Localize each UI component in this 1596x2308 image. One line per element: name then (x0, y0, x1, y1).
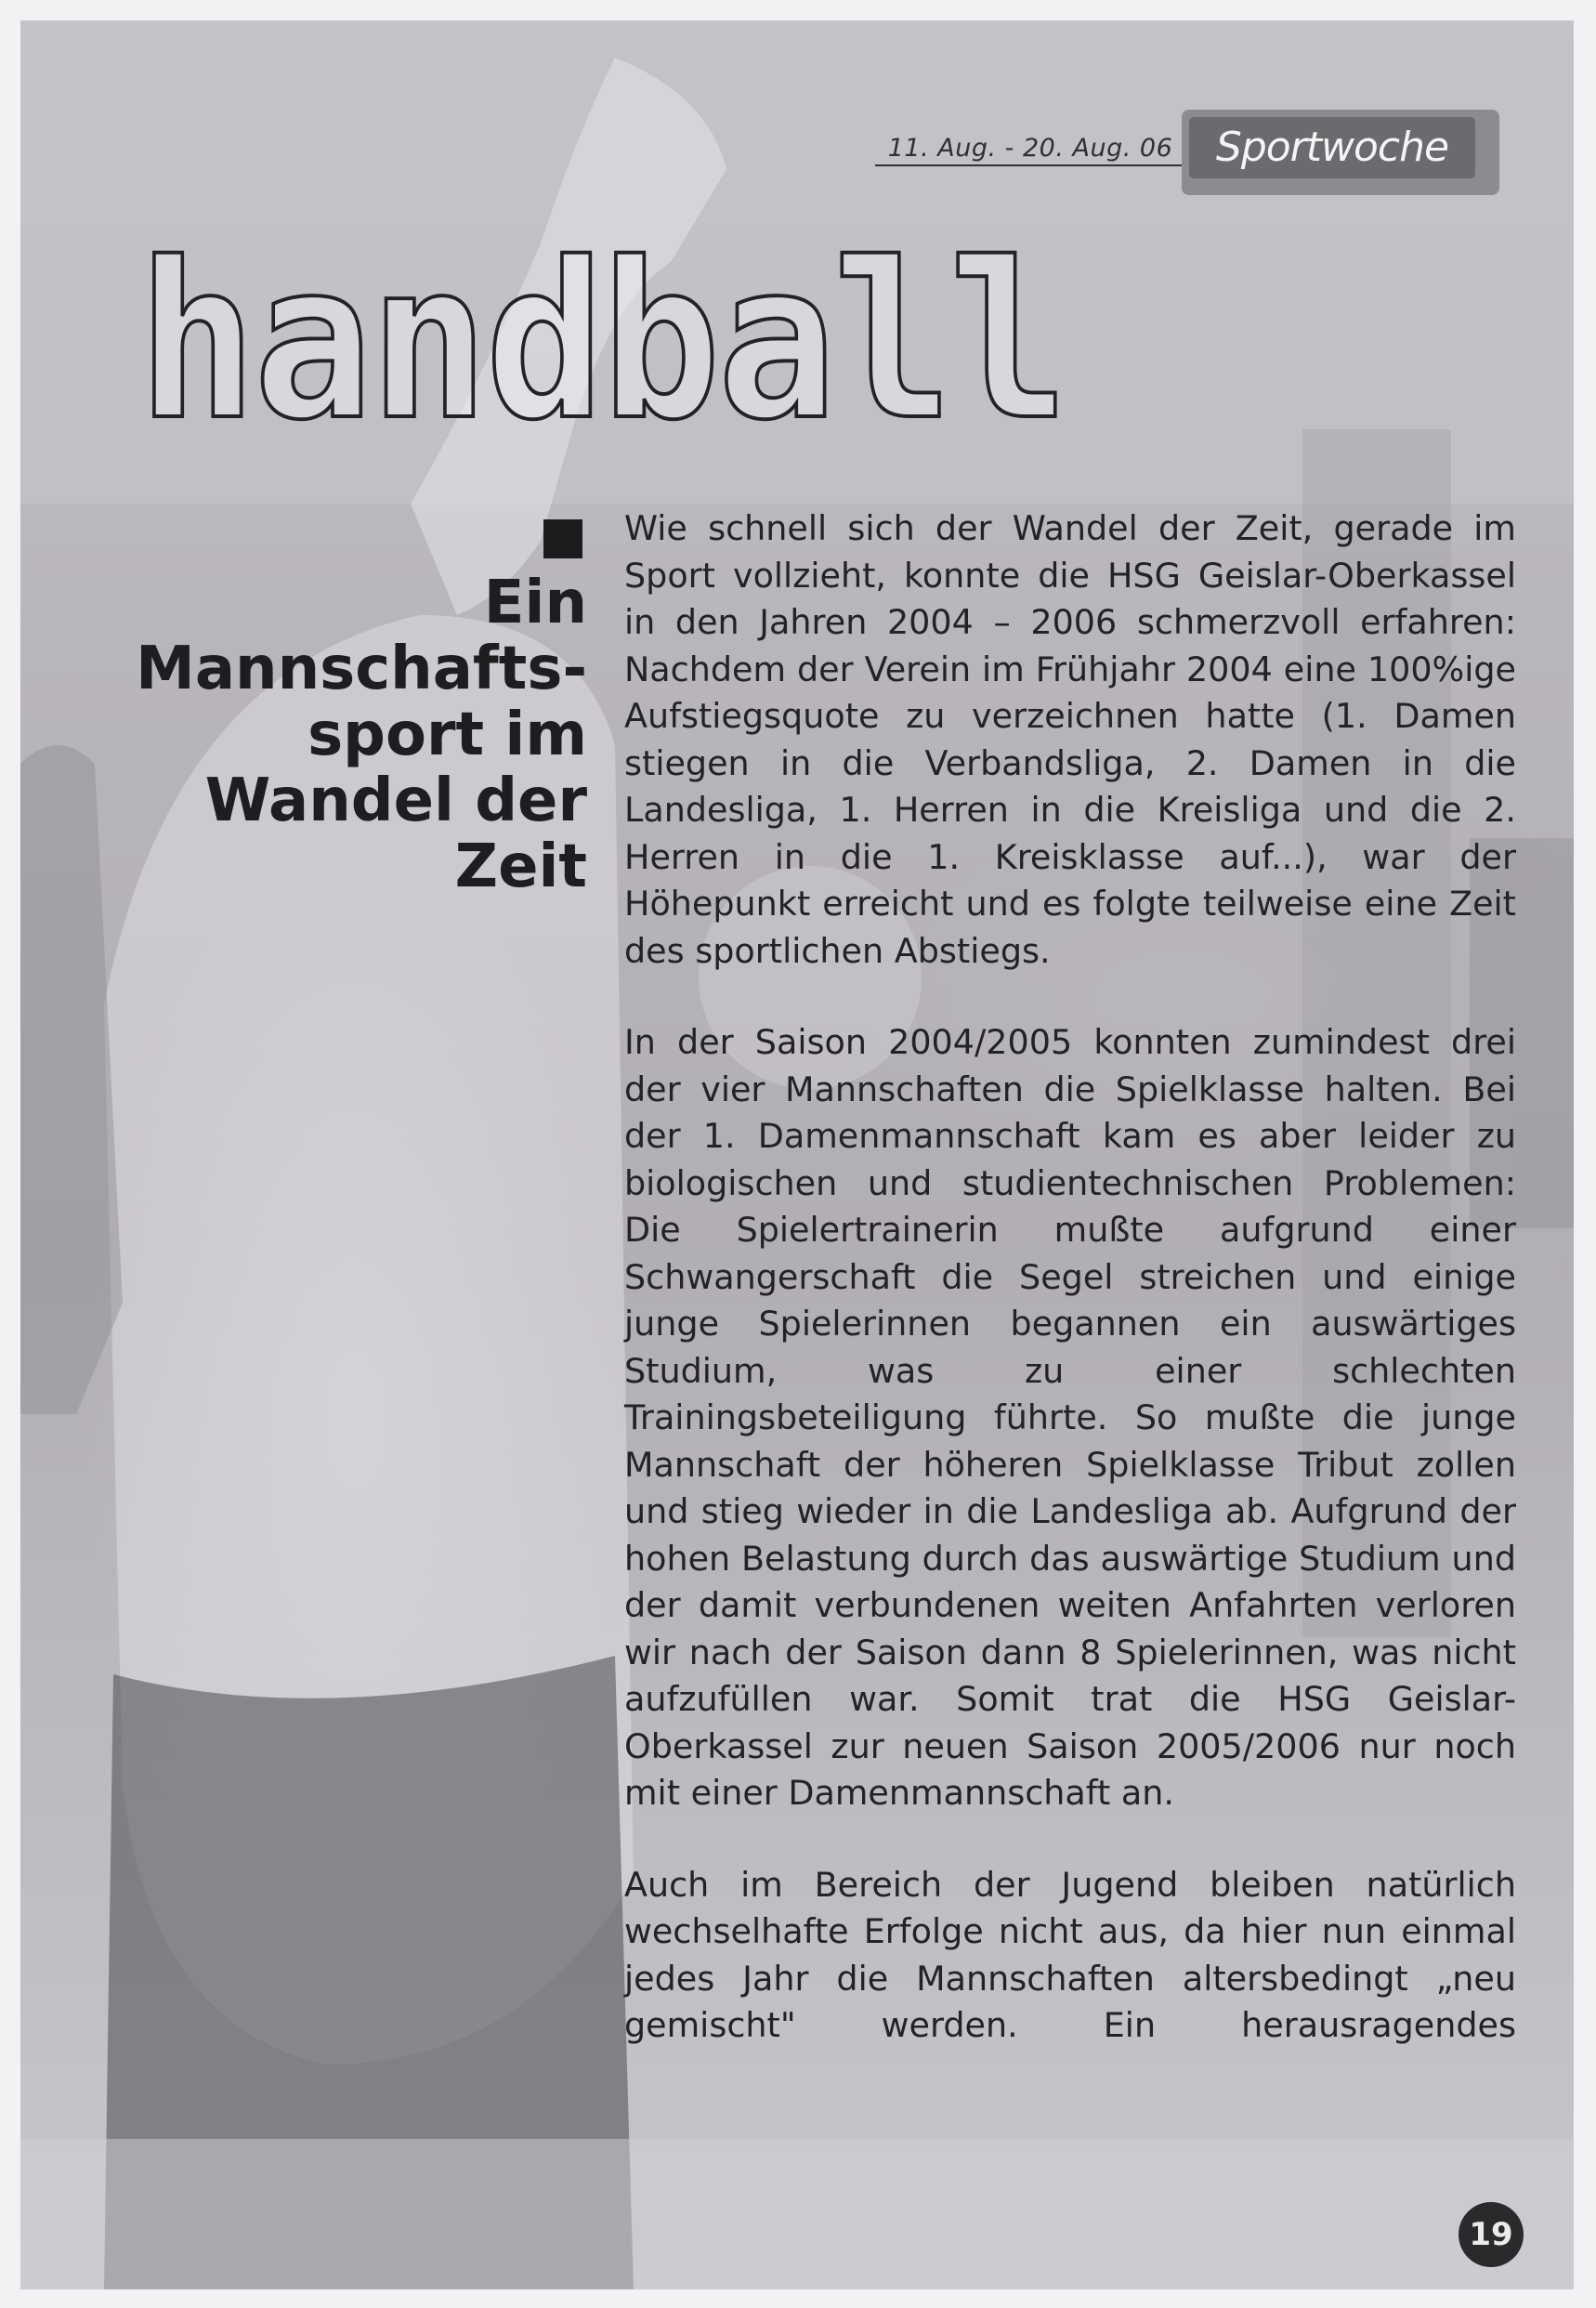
magazine-page (20, 20, 1574, 2289)
article-paragraph: Wie schnell sich der Wandel der Zeit, gerade im Sport vollzieht, konnte die HSG Geislar-Oberkassel in den Jahren 2004 – 2006 schmerzvoll erfahren: Nachdem der Verein im Frühjahr 2004 eine 100%ige Aufstiegsquote zu verzeichnen hatte (1. Damen stiegen in die Verbandsliga, 2. Damen in die Landesliga, 1. Herren in die Kreisliga und die 2. Herren in die 1. Kreisklasse auf...), war der Höhepunkt erreicht und es folgte teilweise eine Zeit des sportlichen Abstiegs. (624, 508, 1516, 971)
article-paragraph: Auch im Bereich der Jugend bleiben natürlich wechselhafte Erfolge nicht aus, da hier nun einmal jedes Jahr die Mannschaften altersbedingt „neu gemischt" werden. Ein herausragendes (624, 1864, 1516, 2045)
title-line: Ein (483, 569, 587, 637)
title-bullet-square (543, 519, 582, 558)
article-title (95, 570, 587, 900)
article-paragraph: In der Saison 2004/2005 konnten zumindest drei der vier Mannschaften die Spielklasse halten. Bei der 1. Damenmannschaft kam es aber leider zu biologischen und studientechnischen Problemen: Die Spielertrainerin mußte aufgrund einer Schwangerschaft die Segel streichen und einige junge Spielerinnen begannen ein auswärtiges Studium, was zu einer schlechten Trainingsbeteiligung führte. So mußte die junge Mannschaft der höheren Spielklasse Tribut zollen und stieg wieder in die Landesliga ab. Aufgrund der hohen Belastung durch das auswärtige Studium und der damit verbundenen weiten Anfahrten verloren wir nach der Saison dann 8 Spielerinnen, was nicht aufzufüllen war. Somit trat die HSG Geislar-Oberkassel zur neuen Saison 2005/2006 nur noch mit einer Damenmannschaft an. (624, 1022, 1516, 1813)
page-number: 19 (1459, 2202, 1524, 2267)
section-heading: handball (137, 216, 1066, 467)
brand-label: Sportwoche (1189, 117, 1475, 178)
title-line: Mannschafts- (136, 635, 587, 703)
issue-date: 11. Aug. - 20. Aug. 06 (875, 134, 1185, 166)
title-line: Zeit (454, 833, 587, 901)
article-body (624, 505, 1516, 2094)
title-line: sport im (307, 701, 587, 769)
title-line: Wandel der (204, 767, 587, 835)
